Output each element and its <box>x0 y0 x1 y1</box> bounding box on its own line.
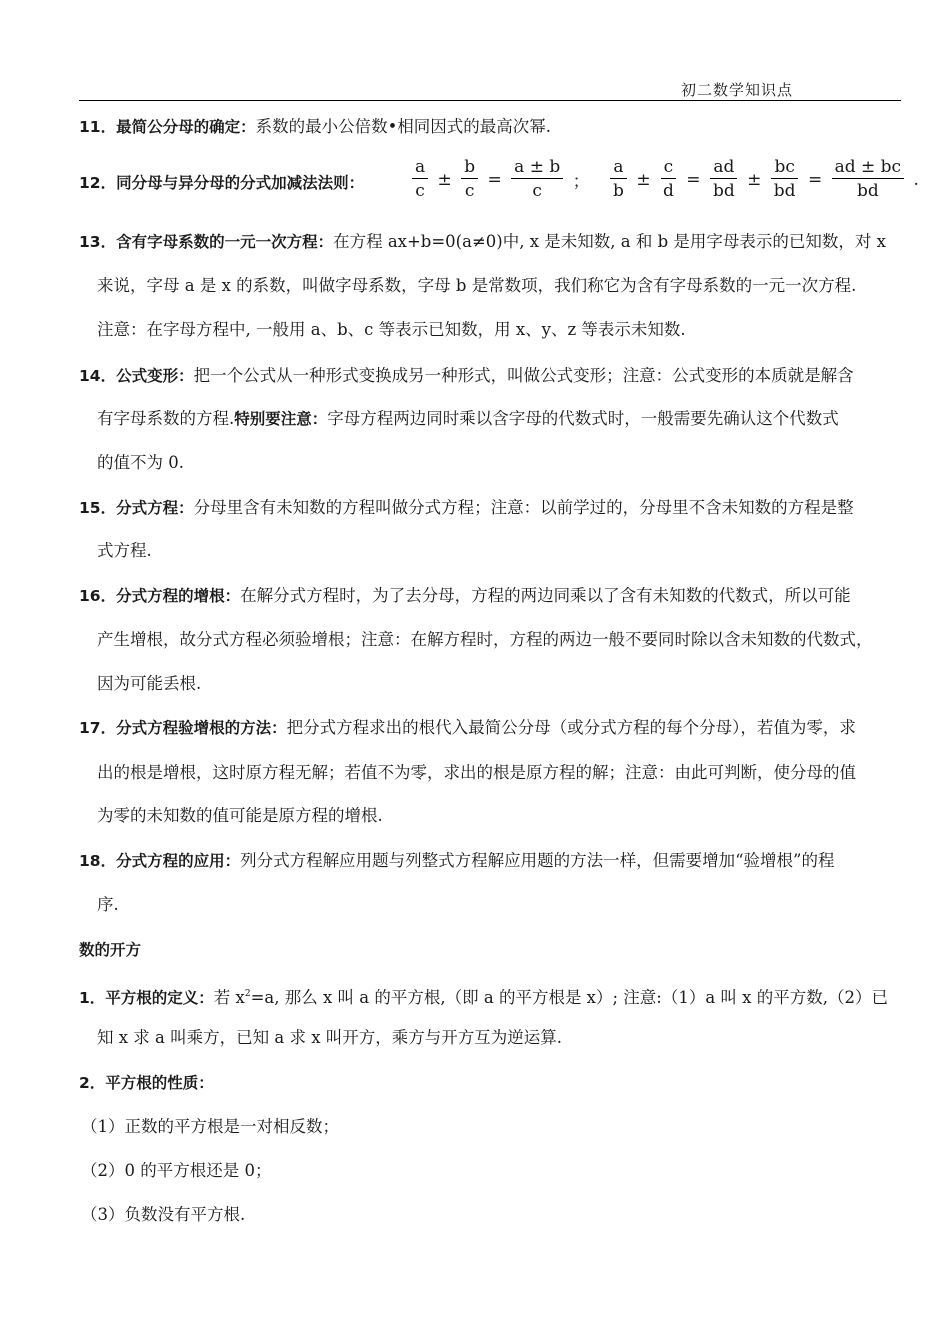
fraction-a-over-c <box>412 156 428 203</box>
item-15-label: 15．分式方程： <box>79 499 194 517</box>
item-11 <box>79 116 551 138</box>
item-17-line-2: 出的根是增根，这时原方程无解；若值不为零，求出的根是原方程的解；注意：由此可判断，使分母的值 <box>97 763 856 782</box>
square-root-definition-label: 1．平方根的定义： <box>79 989 214 1007</box>
item-17-label: 17．分式方程验增根的方法： <box>79 719 287 737</box>
item-16-label: 16．分式方程的增根： <box>79 587 241 605</box>
item-18-line-1: 列分式方程解应用题与列整式方程解应用题的方法一样，但需要增加“验增根”的程 <box>240 851 835 870</box>
item-14-line-1: 把一个公式从一种形式变换成另一种形式，叫做公式变形；注意：公式变形的本质就是解含 <box>193 366 854 385</box>
square-root-properties <box>79 1072 214 1094</box>
item-15 <box>79 497 854 519</box>
item-13-label: 13．含有字母系数的一元一次方程： <box>79 233 334 251</box>
item-14-line-3: 的值不为 0. <box>97 453 184 472</box>
square-root-definition-line-2: 知 x 求 a 叫乘方，已知 a 求 x 叫开方，乘方与开方互为逆运算. <box>97 1028 562 1047</box>
property-2: （2）0 的平方根还是 0； <box>81 1161 272 1180</box>
section-heading: 数的开方 <box>79 941 142 959</box>
property-1: （1）正数的平方根是一对相反数； <box>81 1117 339 1136</box>
fraction-bc-over-bd <box>771 156 799 203</box>
item-13 <box>79 231 886 253</box>
item-11-text: 系数的最小公倍数•相同因式的最高次幂. <box>255 117 552 136</box>
fraction-a-over-b <box>610 156 627 203</box>
equals-sign: = <box>487 169 502 190</box>
denominator: bd <box>773 181 796 201</box>
item-15-line-1: 分母里含有未知数的方程叫做分式方程；注意：以前学过的，分母里不含未知数的方程是整 <box>193 498 854 517</box>
denominator: bd <box>712 181 735 201</box>
exponent: 2 <box>244 989 251 999</box>
numerator: a <box>610 156 626 179</box>
property-3: （3）负数没有平方根. <box>81 1205 246 1224</box>
definition-part-a: 若 x <box>213 988 245 1007</box>
fraction-result-over-bd <box>832 156 904 203</box>
square-root-definition <box>79 983 888 1009</box>
fraction-ad-over-bd <box>710 156 738 203</box>
item-13-line-1: 在方程 ax+b=0(a≠0)中, x 是未知数, a 和 b 是用字母表示的已知数，对 x <box>333 232 886 251</box>
item-14-line-2a: 有字母系数的方程. <box>97 409 235 428</box>
plus-minus-sign: ± <box>747 169 762 190</box>
item-15-line-2: 式方程. <box>97 541 152 560</box>
fraction-c-over-d <box>660 156 677 203</box>
denominator: c <box>532 181 542 201</box>
equals-sign: = <box>807 169 823 190</box>
square-root-properties-label: 2．平方根的性质： <box>79 1074 214 1092</box>
item-14-line-2c: 字母方程两边同时乘以含字母的代数式时，一般需要先确认这个代数式 <box>327 409 839 428</box>
equals-sign: = <box>686 169 701 190</box>
item-13-note: 注意：在字母方程中, 一般用 a、b、c 等表示已知数，用 x、y、z 等表示未知数. <box>97 320 686 339</box>
item-14-label: 14．公式变形： <box>79 367 194 385</box>
item-17-line-1: 把分式方程求出的根代入最简公分母（或分式方程的每个分母），若值为零，求 <box>286 718 856 737</box>
numerator: ad ± bc <box>832 156 904 179</box>
plus-minus-sign: ± <box>437 169 452 190</box>
item-12-label: 12．同分母与异分母的分式加减法法则： <box>79 174 365 192</box>
item-17 <box>79 717 856 739</box>
numerator: b <box>461 156 478 179</box>
item-14-emphasis: 特别要注意： <box>234 410 328 428</box>
item-12 <box>79 172 364 194</box>
item-16 <box>79 585 851 607</box>
numerator: a <box>412 156 428 179</box>
numerator: ad <box>710 156 737 179</box>
fraction-addition-formula <box>411 156 922 203</box>
denominator: bd <box>856 181 879 201</box>
item-11-label: 11．最简公分母的确定： <box>79 118 256 136</box>
header-rule <box>79 100 901 101</box>
header-title: 初二数学知识点 <box>681 81 794 99</box>
item-16-line-1: 在解分式方程时，为了去分母，方程的两边同乘以了含有未知数的代数式，所以可能 <box>240 586 851 605</box>
fraction-sum-over-c <box>511 156 563 203</box>
item-18 <box>79 850 834 872</box>
plus-minus-sign: ± <box>636 169 651 190</box>
semicolon: ； <box>572 172 590 192</box>
item-16-line-3: 因为可能丢根. <box>97 674 202 693</box>
item-17-line-3: 为零的未知数的值可能是原方程的增根. <box>97 806 383 825</box>
numerator: c <box>661 156 677 179</box>
item-16-line-2: 产生增根，故分式方程必须验增根；注意：在解方程时，方程的两边一般不要同时除以含未知数的代数式， <box>97 630 873 649</box>
fraction-b-over-c <box>461 156 478 203</box>
denominator: c <box>464 181 475 201</box>
item-14 <box>79 365 854 387</box>
period: . <box>913 169 919 190</box>
denominator: b <box>613 181 624 201</box>
item-14-line-2 <box>97 408 839 430</box>
definition-part-b: =a, 那么 x 叫 a 的平方根,（即 a 的平方根是 x）; 注意:（1）a 叫 x 的平方数,（2）已 <box>250 988 888 1007</box>
denominator: d <box>663 181 674 201</box>
item-13-line-2: 来说，字母 a 是 x 的系数，叫做字母系数，字母 b 是常数项，我们称它为含有字母系数的一元一次方程. <box>97 276 857 295</box>
section-title <box>79 939 141 961</box>
numerator: bc <box>771 156 797 179</box>
denominator: c <box>415 181 425 201</box>
numerator: a ± b <box>511 156 563 179</box>
item-18-line-2: 序. <box>97 895 119 914</box>
item-18-label: 18．分式方程的应用： <box>79 852 241 870</box>
